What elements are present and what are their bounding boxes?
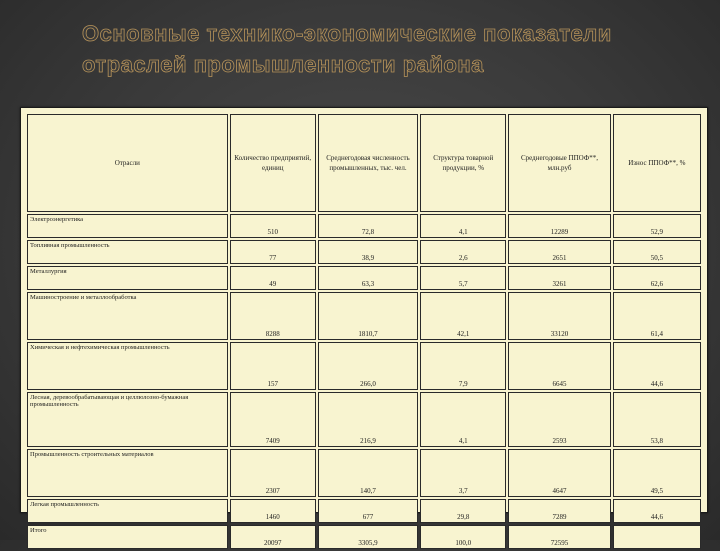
column-header: Количество предприятий, единиц xyxy=(230,114,316,212)
row-label: Машиностроение и металлообработка xyxy=(27,292,228,340)
table-row xyxy=(27,292,701,340)
table-cell: 44,6 xyxy=(613,499,701,523)
table-cell: 77 xyxy=(230,240,316,264)
column-header: Среднегодовые ППОФ**, млн.руб xyxy=(508,114,610,212)
table-row xyxy=(27,342,701,390)
table-header-row xyxy=(27,114,701,212)
column-header: Среднегодовая численность промышленных, тыс. чел. xyxy=(318,114,418,212)
row-label: Промышленность строительных материалов xyxy=(27,449,228,497)
table-row xyxy=(27,499,701,523)
table-cell: 61,4 xyxy=(613,292,701,340)
table-cell: 20097 xyxy=(230,525,316,549)
table-cell: 63,3 xyxy=(318,266,418,290)
table-row xyxy=(27,266,701,290)
table-cell: 49 xyxy=(230,266,316,290)
table-cell: 4,1 xyxy=(420,392,506,447)
column-header: Отрасли xyxy=(27,114,228,212)
column-header: Износ ППОФ**, % xyxy=(613,114,701,212)
table-cell: 4,1 xyxy=(420,214,506,238)
table-cell: 157 xyxy=(230,342,316,390)
table-cell: 42,1 xyxy=(420,292,506,340)
slide-title-line-1: Основные технико-экономические показатели xyxy=(82,21,612,46)
table-cell: 6645 xyxy=(508,342,610,390)
table-cell: 52,9 xyxy=(613,214,701,238)
table-cell: 677 xyxy=(318,499,418,523)
table-cell: 49,5 xyxy=(613,449,701,497)
table-cell: 2307 xyxy=(230,449,316,497)
table-row xyxy=(27,240,701,264)
table-row xyxy=(27,392,701,447)
table-cell: 62,6 xyxy=(613,266,701,290)
table-row xyxy=(27,214,701,238)
column-header: Структура товарной продукции, % xyxy=(420,114,506,212)
table-cell: 2,6 xyxy=(420,240,506,264)
table-cell: 33120 xyxy=(508,292,610,340)
table-cell: 3,7 xyxy=(420,449,506,497)
row-label: Лесная, деревообрабатывающая и целлюлозно-бумажная промышленность xyxy=(27,392,228,447)
row-label: Топливная промышленность xyxy=(27,240,228,264)
table-cell: 29,8 xyxy=(420,499,506,523)
table-cell: 2651 xyxy=(508,240,610,264)
table-cell: 7,9 xyxy=(420,342,506,390)
row-label: Химическая и нефтехимическая промышленность xyxy=(27,342,228,390)
table-cell: 2593 xyxy=(508,392,610,447)
table-cell: 38,9 xyxy=(318,240,418,264)
table-row-total xyxy=(27,525,701,549)
table-cell: 44,6 xyxy=(613,342,701,390)
table-cell: 4647 xyxy=(508,449,610,497)
row-label: Итого xyxy=(27,525,228,549)
table-cell: 100,0 xyxy=(420,525,506,549)
table-cell: 7289 xyxy=(508,499,610,523)
table-cell: 510 xyxy=(230,214,316,238)
indicators-table xyxy=(25,112,703,551)
table-cell: 5,7 xyxy=(420,266,506,290)
table-cell: 3305,9 xyxy=(318,525,418,549)
table-cell: 1810,7 xyxy=(318,292,418,340)
table-cell: 3261 xyxy=(508,266,610,290)
slide-title-line-2: отраслей промышленности района xyxy=(82,52,484,77)
row-label: Электроэнергетика xyxy=(27,214,228,238)
table-cell: 7409 xyxy=(230,392,316,447)
table-cell: 50,5 xyxy=(613,240,701,264)
table-cell: 72595 xyxy=(508,525,610,549)
table-cell: 266,0 xyxy=(318,342,418,390)
table-cell: 140,7 xyxy=(318,449,418,497)
row-label: Металлургия xyxy=(27,266,228,290)
table-cell: 53,8 xyxy=(613,392,701,447)
table-cell xyxy=(613,525,701,549)
table-cell: 12289 xyxy=(508,214,610,238)
table-row xyxy=(27,449,701,497)
table-cell: 1460 xyxy=(230,499,316,523)
slide-title xyxy=(82,18,702,80)
table-cell: 8288 xyxy=(230,292,316,340)
table-cell: 216,9 xyxy=(318,392,418,447)
indicators-table-image xyxy=(20,107,708,547)
row-label: Легкая промышленность xyxy=(27,499,228,523)
table-cell: 72,8 xyxy=(318,214,418,238)
